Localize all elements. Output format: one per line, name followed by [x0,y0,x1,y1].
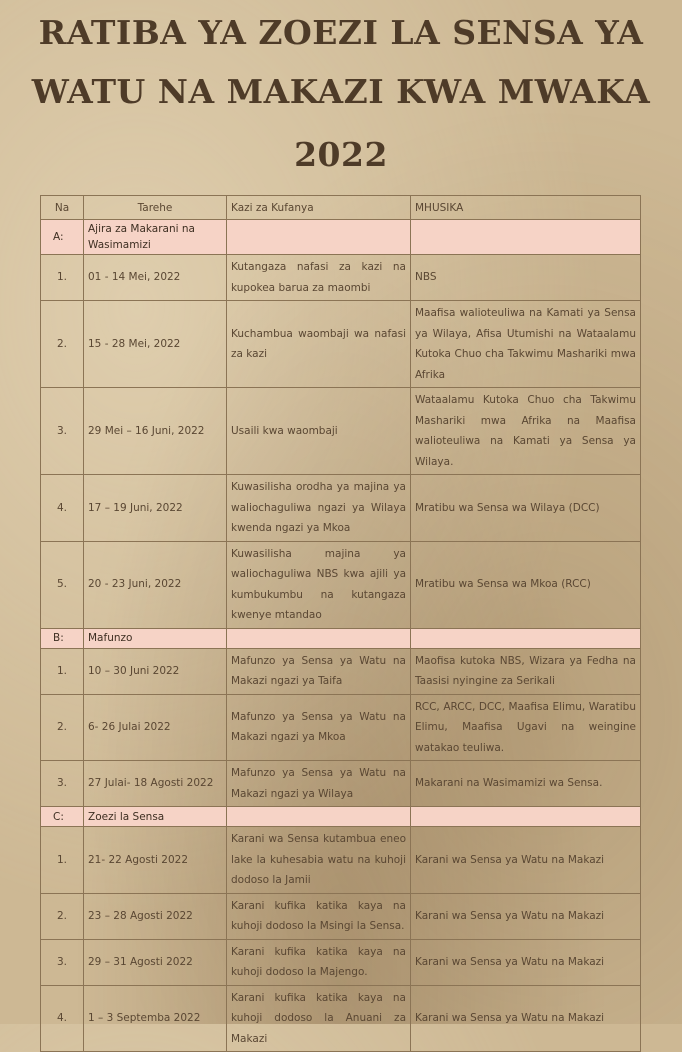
row-responsible: Makarani na Wasimamizi wa Sensa. [411,761,641,807]
row-number: 4. [41,985,84,1052]
section-empty [227,220,411,255]
table-row [41,648,641,694]
row-responsible: RCC, ARCC, DCC, Maafisa Elimu, Waratibu Elimu, Maafisa Ugavi na weingine watakao teuliwa. [411,694,641,761]
table-body [41,220,641,1052]
table-header-row [41,196,641,220]
table-row [41,541,641,628]
row-number: 3. [41,761,84,807]
row-responsible: Karani wa Sensa ya Watu na Makazi [411,827,641,894]
section-empty [411,807,641,827]
row-date: 23 – 28 Agosti 2022 [84,893,227,939]
section-row [41,220,641,255]
row-task: Karani kufika katika kaya na kuhoji dodoso la Msingi la Sensa. [227,893,411,939]
row-date: 17 – 19 Juni, 2022 [84,475,227,542]
row-date: 10 – 30 Juni 2022 [84,648,227,694]
row-responsible: Karani wa Sensa ya Watu na Makazi [411,939,641,985]
row-number: 2. [41,301,84,388]
row-task: Kuwasilisha majina ya waliochaguliwa NBS kwa ajili ya kumbukumbu na kutangaza kwenye mtandao [227,541,411,628]
row-responsible: NBS [411,255,641,301]
row-task: Karani kufika katika kaya na kuhoji dodoso la Majengo. [227,939,411,985]
section-name: Ajira za Makarani na Wasimamizi [84,220,227,255]
row-date: 21- 22 Agosti 2022 [84,827,227,894]
table-row [41,255,641,301]
header-na: Na [41,196,84,220]
row-responsible: Karani wa Sensa ya Watu na Makazi [411,893,641,939]
table-row [41,893,641,939]
table-row [41,694,641,761]
row-responsible: Karani wa Sensa ya Watu na Makazi [411,985,641,1052]
row-task: Mafunzo ya Sensa ya Watu na Makazi ngazi ya Wilaya [227,761,411,807]
table-row [41,939,641,985]
row-responsible: Wataalamu Kutoka Chuo cha Takwimu Mashariki mwa Afrika na Maafisa walioteuliwa na Kamati ya Sensa ya Wilaya. [411,388,641,475]
row-date: 27 Julai- 18 Agosti 2022 [84,761,227,807]
section-empty [411,220,641,255]
table-row [41,761,641,807]
section-label: B: [41,628,84,648]
row-task: Kutangaza nafasi za kazi na kupokea barua za maombi [227,255,411,301]
table-row [41,475,641,542]
section-name: Mafunzo [84,628,227,648]
row-number: 1. [41,255,84,301]
table-row [41,301,641,388]
row-task: Mafunzo ya Sensa ya Watu na Makazi ngazi ya Taifa [227,648,411,694]
row-responsible: Mratibu wa Sensa wa Mkoa (RCC) [411,541,641,628]
row-date: 15 - 28 Mei, 2022 [84,301,227,388]
row-responsible: Mratibu wa Sensa wa Wilaya (DCC) [411,475,641,542]
section-label: C: [41,807,84,827]
section-empty [227,628,411,648]
row-number: 5. [41,541,84,628]
row-number: 1. [41,827,84,894]
title-line-3: 2022 [294,135,388,174]
section-empty [227,807,411,827]
header-mhusika: MHUSIKA [411,196,641,220]
row-number: 3. [41,388,84,475]
row-date: 01 - 14 Mei, 2022 [84,255,227,301]
row-responsible: Maafisa walioteuliwa na Kamati ya Sensa ya Wilaya, Afisa Utumishi na Wataalamu Kutoka Chuo cha Takwimu Mashariki mwa Afrika [411,301,641,388]
row-date: 29 – 31 Agosti 2022 [84,939,227,985]
row-task: Usaili kwa waombaji [227,388,411,475]
table-row [41,827,641,894]
row-number: 4. [41,475,84,542]
title-line-2: WATU NA MAKAZI KWA MWAKA [31,72,651,111]
section-label: A: [41,220,84,255]
schedule-table [40,195,641,1052]
row-task: Kuchambua waombaji wa nafasi za kazi [227,301,411,388]
row-task: Karani wa Sensa kutambua eneo lake la kuhesabia watu na kuhoji dodoso la Jamii [227,827,411,894]
section-empty [411,628,641,648]
title-line-1: RATIBA YA ZOEZI LA SENSA YA [38,13,644,52]
header-kazi: Kazi za Kufanya [227,196,411,220]
section-row [41,807,641,827]
table-row [41,985,641,1052]
row-number: 2. [41,893,84,939]
row-responsible: Maofisa kutoka NBS, Wizara ya Fedha na Taasisi nyingine za Serikali [411,648,641,694]
row-task: Mafunzo ya Sensa ya Watu na Makazi ngazi ya Mkoa [227,694,411,761]
row-date: 29 Mei – 16 Juni, 2022 [84,388,227,475]
row-date: 6- 26 Julai 2022 [84,694,227,761]
section-name: Zoezi la Sensa [84,807,227,827]
header-tarehe: Tarehe [84,196,227,220]
row-task: Kuwasilisha orodha ya majina ya waliochaguliwa ngazi ya Wilaya kwenda ngazi ya Mkoa [227,475,411,542]
row-date: 20 - 23 Juni, 2022 [84,541,227,628]
row-date: 1 – 3 Septemba 2022 [84,985,227,1052]
row-number: 3. [41,939,84,985]
section-row [41,628,641,648]
row-number: 2. [41,694,84,761]
row-number: 1. [41,648,84,694]
row-task: Karani kufika katika kaya na kuhoji dodoso la Anuani za Makazi [227,985,411,1052]
table-row [41,388,641,475]
